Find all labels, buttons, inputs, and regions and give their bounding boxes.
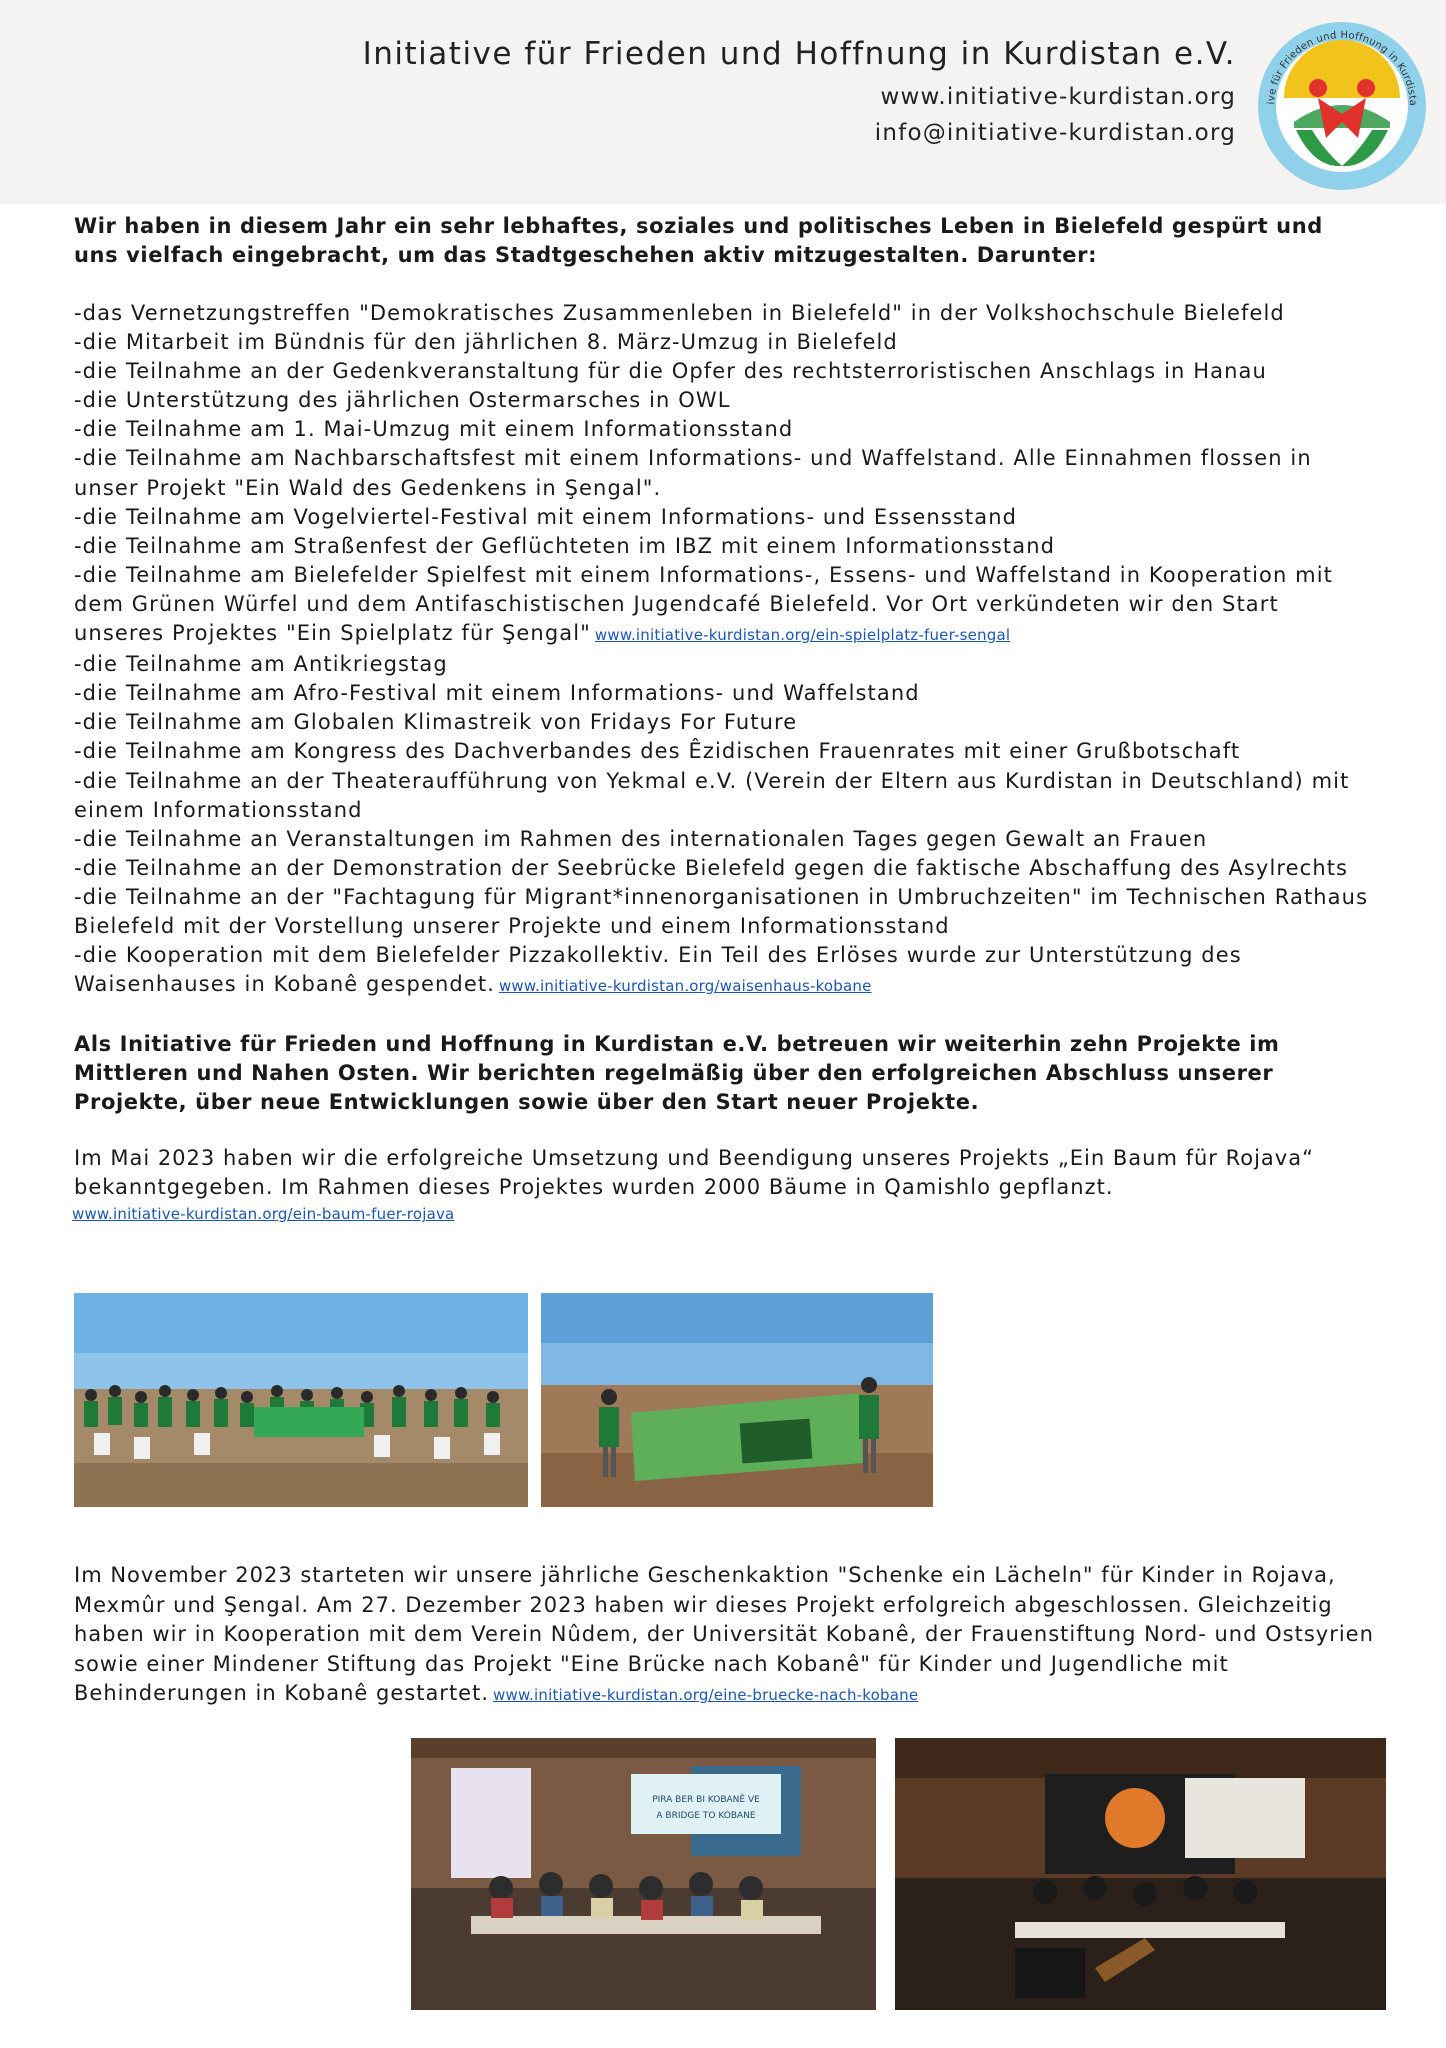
organization-name: Initiative für Frieden und Hoffnung in Kurdistan e.V. [362,36,1236,72]
baum-link[interactable]: www.initiative-kurdistan.org/ein-baum-fuer-rojava [72,1205,455,1224]
activity-item [74,357,1374,386]
tree-planting-banner-photo [541,1293,933,1507]
activity-text: -die Teilnahme an der Gedenkveranstaltung für die Opfer des rechtsterroristischen Anschlags in Hanau [74,359,1267,384]
bruecke-paragraph: Im November 2023 starteten wir unsere jährliche Geschenkaktion "Schenke ein Lächeln" für Kinder in Rojava, Mexmûr und Şengal. Am 27. Dezember 2023 haben wir dieses Projekt erfolgreich abgeschlossen. Gleichzeitig haben wir in Kooperation mit dem Verein Nûdem, der Universität Kobanê, der Frauenstiftung Nord- und Ostsyrien sowie einer Mindener Stiftung das Projekt "Eine Brücke nach Kobanê" für Kinder und Jugendliche mit Behinderungen in Kobanê gestartet. [74,1563,1374,1705]
organization-logo [1254,18,1430,194]
activity-text: -die Teilnahme am Bielefelder Spielfest mit einem Informations-, Essens- und Waffelstand in Kooperation mit dem Grünen Würfel und dem Antifaschistischen Jugendcafé Bielefeld. Vor Ort verkündeten wir den Start unseres Projektes "Ein Spielplatz für Şengal" [74,562,1334,646]
organization-email[interactable]: info@initiative-kurdistan.org [874,120,1236,146]
activity-link[interactable]: www.initiative-kurdistan.org/ein-spielplatz-fuer-sengal [594,626,1011,645]
activity-item [74,825,1374,854]
tree-planting-group-photo [74,1293,528,1507]
activity-item [74,650,1374,679]
activity-text: -das Vernetzungstreffen "Demokratisches Zusammenleben in Bielefeld" in der Volkshochschule Bielefeld [74,301,1285,325]
activity-text: -die Teilnahme am Kongress des Dachverbandes des Êzidischen Frauenrates mit einer Grußbotschaft [74,739,1241,764]
activity-link[interactable]: www.initiative-kurdistan.org/waisenhaus-kobane [498,977,872,996]
photo-sign-text-1: PIRA BER BI KOBANÊ VE [652,1795,760,1805]
activity-item [74,415,1374,444]
activity-text: -die Teilnahme am Globalen Klimastreik von Fridays For Future [74,710,798,735]
projects-intro-paragraph: Als Initiative für Frieden und Hoffnung in Kurdistan e.V. betreuen wir weiterhin zehn Projekte im Mittleren und Nahen Osten. Wir berichten regelmäßig über den erfolgreichen Abschluss unserer Projekte, über neue Entwicklungen sowie über den Start neuer Projekte. [74,1032,1280,1115]
kobane-workshop-photo [411,1738,876,2010]
activity-text: -die Teilnahme am Straßenfest der Geflüchteten im IBZ mit einem Informationsstand [74,533,1056,558]
activity-list [74,299,1374,1001]
logo-text: ive für Frieden und Hoffnung in Kurdista [1266,29,1419,107]
page-header [0,0,1446,204]
activity-text: -die Teilnahme am Vogelviertel-Festival mit einem Informations- und Essensstand [74,504,1018,529]
activity-item [74,679,1374,708]
activity-text: -die Kooperation mit dem Bielefelder Pizzakollektiv. Ein Teil des Erlöses wurde zur Unterstützung des Waisenhauses in Kobanê gespendet. [74,943,1242,997]
activity-item [74,708,1374,737]
activity-item [74,737,1374,766]
activity-item [74,328,1374,357]
intro-paragraph: Wir haben in diesem Jahr ein sehr lebhaftes, soziales und politisches Leben in Bielefeld gespürt und uns vielfach eingebracht, um das Stadtgeschehen aktiv mitzugestalten. Darunter: [74,214,1323,267]
activity-text: -die Teilnahme am Antikriegstag [74,652,448,677]
activity-text: -die Teilnahme am Nachbarschaftsfest mit einem Informations- und Waffelstand. Alle Einnahmen flossen in unser Projekt "Ein Wald des Gedenkens in Şengal". [74,446,1312,500]
activity-text: -die Teilnahme an der Demonstration der Seebrücke Bielefeld gegen die faktische Abschaffung des Asylrechts [74,855,1349,880]
baum-paragraph: Im Mai 2023 haben wir die erfolgreiche Umsetzung und Beendigung unseres Projekts „Ein Baum für Rojava“ bekanntgegeben. Im Rahmen dieses Projektes wurden 2000 Bäume in Qamishlo gepflanzt. [74,1146,1314,1200]
activity-text: -die Teilnahme am 1. Mai-Umzug mit einem Informationsstand [74,417,794,442]
main-content [74,212,1374,1223]
activity-text: -die Teilnahme an der Theateraufführung von Yekmal e.V. (Verein der Eltern aus Kurdistan in Deutschland) mit einem Informationsstand [74,768,1350,822]
activity-item [74,299,1374,328]
activity-item [74,854,1374,883]
activity-text: -die Teilnahme am Afro-Festival mit einem Informations- und Waffelstand [74,681,920,706]
activity-item [74,444,1374,502]
activity-text: -die Unterstützung des jährlichen Ostermarsches in OWL [74,388,731,413]
activity-item [74,883,1374,941]
kobane-event-photo [895,1738,1386,2010]
activity-text: -die Mitarbeit im Bündnis für den jährlichen 8. März-Umzug in Bielefeld [74,330,898,355]
activity-item [74,561,1374,650]
activity-item [74,386,1374,415]
bruecke-section [74,1561,1374,1711]
activity-item [74,503,1374,532]
activity-text: -die Teilnahme an der "Fachtagung für Migrant*innenorganisationen in Umbruchzeiten" im Technischen Rathaus Bielefeld mit der Vorstellung unserer Projekte und einem Informationsstand [74,884,1369,938]
activity-text: -die Teilnahme an Veranstaltungen im Rahmen des internationalen Tages gegen Gewalt an Frauen [74,826,1208,851]
activity-item [74,941,1374,1001]
activity-item [74,767,1374,825]
photo-sign-text-2: A BRIDGE TO KOBANE [656,1811,756,1821]
activity-item [74,532,1374,561]
bruecke-link[interactable]: www.initiative-kurdistan.org/eine-bruecke-nach-kobane [493,1686,919,1704]
organization-website[interactable]: www.initiative-kurdistan.org [880,84,1236,110]
